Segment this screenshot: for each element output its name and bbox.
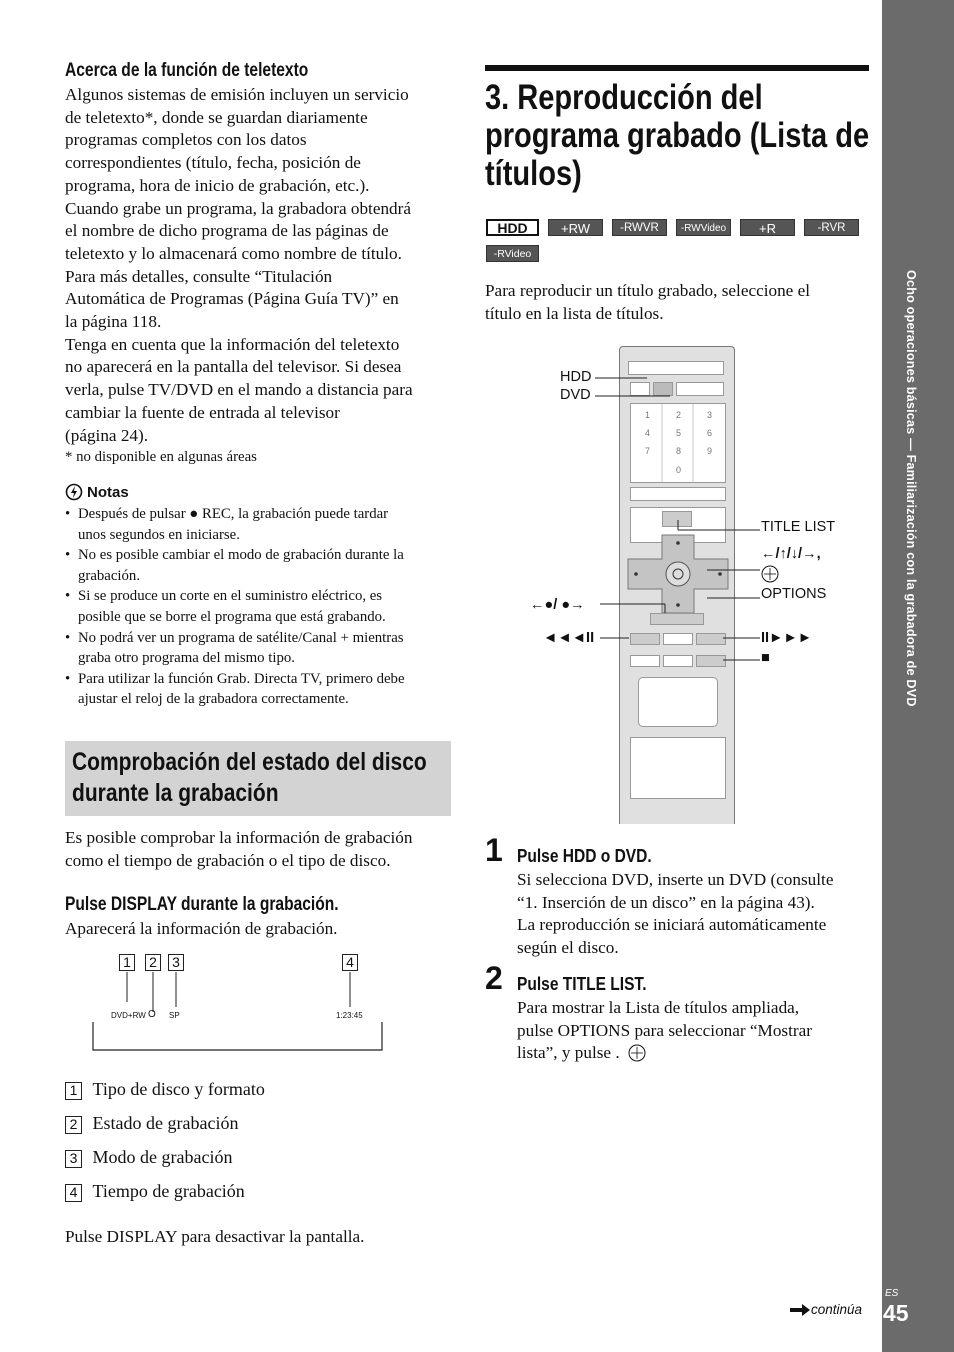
badge-plus-rw: +RW [548, 219, 603, 236]
rec-time: 1:23:45 [336, 1011, 363, 1020]
label-next: II►►► [761, 630, 813, 646]
svg-text:0: 0 [676, 465, 682, 475]
note-item: • Si se produce un corte en el suministro eléctrico, es posible que se borre el programa que está grabando. [65, 586, 455, 627]
label-instant-replay-advance: ←●/ ●→ [530, 597, 585, 613]
legend-item: 3 Modo de grabación [65, 1147, 232, 1168]
svg-text:5: 5 [676, 428, 682, 438]
svg-text:7: 7 [645, 446, 651, 456]
title-rule [485, 65, 869, 71]
page-title: 3. Reproducción del programa grabado (Lista de títulos) [485, 78, 870, 193]
intro-paragraph: Para reproducir un título grabado, seleccione el título en la lista de títulos. [485, 281, 811, 323]
section-paragraph: Es posible comprobar la información de grabación como el tiempo de grabación o el tipo de disco. [65, 828, 413, 870]
display-diagram [90, 952, 390, 1062]
step-2-heading: Pulse TITLE LIST. [517, 973, 647, 994]
section-heading-box: Comprobación del estado del disco durante la grabación [65, 741, 451, 816]
arrow-right-icon [790, 1304, 810, 1316]
continues-indicator: continúa [790, 1302, 862, 1317]
label-dvd: DVD [560, 387, 591, 403]
label-hdd: HDD [560, 369, 592, 385]
svg-text:2: 2 [676, 410, 682, 420]
chapter-tab [882, 0, 954, 1352]
note-icon [65, 483, 83, 501]
badge-minus-rw-video: -RWVideo [676, 219, 731, 236]
note-item: • Para utilizar la función Grab. Directa TV, primero debe ajustar el reloj de la grabadora correctamente. [65, 669, 455, 710]
display-heading: Pulse DISPLAY durante la grabación. [65, 894, 339, 915]
note-item: • Después de pulsar ● REC, la grabación puede tardar unos segundos en iniciarse. [65, 504, 455, 545]
badge-minus-r-video: -RVideo [486, 245, 539, 262]
label-arrows: ←/↑/↓/→, [761, 546, 821, 562]
badge-minus-rw-vr: -RWVR [612, 219, 667, 236]
callout-4: 4 [342, 954, 358, 971]
notes-heading: Notas [65, 483, 129, 501]
svg-text:6: 6 [707, 428, 713, 438]
teletext-footnote: * no disponible en algunas áreas [65, 449, 257, 465]
svg-text:1: 1 [645, 410, 651, 420]
legend-item: 1 Tipo de disco y formato [65, 1079, 265, 1100]
label-prev: ◄◄◄II [543, 630, 595, 646]
step-2-text: Para mostrar la Lista de títulos ampliada, pulse OPTIONS para seleccionar “Mostrar lista”, y pulse . [517, 998, 812, 1063]
step-2-number: 2 [485, 960, 503, 996]
rec-status: O [148, 1009, 156, 1020]
svg-text:4: 4 [645, 428, 651, 438]
callout-1: 1 [119, 954, 135, 971]
remote-callout-lines [595, 370, 765, 670]
teletext-heading: Acerca de la función de teletexto [65, 60, 309, 81]
label-stop: ■ [761, 650, 770, 666]
legend-item: 2 Estado de grabación [65, 1113, 238, 1134]
badge-plus-r: +R [740, 219, 795, 236]
display-text: Aparecerá la información de grabación. [65, 919, 338, 938]
step-1-text: Si selecciona DVD, inserte un DVD (consulte “1. Inserción de un disco” en la página 43). La reproducción se iniciará automáticamente según el disco. [517, 870, 834, 958]
badge-minus-r-vr: -RVR [804, 219, 859, 236]
callout-2: 2 [145, 954, 161, 971]
rec-mode: SP [169, 1011, 180, 1020]
badge-hdd: HDD [486, 219, 539, 236]
svg-text:9: 9 [707, 446, 713, 456]
note-item: • No podrá ver un programa de satélite/Canal + mientras graba otro programa del mismo tipo. [65, 628, 455, 669]
label-options: OPTIONS [761, 586, 827, 602]
page-language: ES [885, 1288, 899, 1299]
svg-text:3: 3 [707, 410, 713, 420]
label-title-list: TITLE LIST [761, 519, 836, 535]
closing-text: Pulse DISPLAY para desactivar la pantalla. [65, 1227, 365, 1246]
callout-3: 3 [168, 954, 184, 971]
notes-list [65, 504, 455, 710]
enter-icon [761, 565, 779, 588]
chapter-tab-text: Ocho operaciones básicas — Familiarización con la grabadora de DVD [904, 270, 918, 707]
svg-text:8: 8 [676, 446, 682, 456]
step-1-number: 1 [485, 832, 503, 868]
step-1-heading: Pulse HDD o DVD. [517, 845, 652, 866]
legend-item: 4 Tiempo de grabación [65, 1181, 245, 1202]
enter-icon [628, 1044, 646, 1067]
page-number: 45 [883, 1300, 909, 1326]
teletext-paragraph: Algunos sistemas de emisión incluyen un servicio de teletexto*, donde se guardan diariamente programas completos con los datos correspondientes (título, fecha, posición de programa, hora de inicio de grabación, etc.). Cuando grabe un programa, la grabadora obtendrá el nombre de dicho programa de las páginas de teletexto y lo almacenará como nombre de título. Para más detalles, consulte “Titulación Automática de Programas (Página Guía TV)” en la página 118. Tenga en cuenta que la información del teletexto no aparecerá en la pantalla del televisor. Si desea verla, pulse TV/DVD en el mando a distancia para cambiar la fuente de entrada al televisor (página 24). [65, 85, 413, 445]
note-item: • No es posible cambiar el modo de grabación durante la grabación. [65, 545, 455, 586]
disc-format: DVD+RW [111, 1011, 146, 1020]
